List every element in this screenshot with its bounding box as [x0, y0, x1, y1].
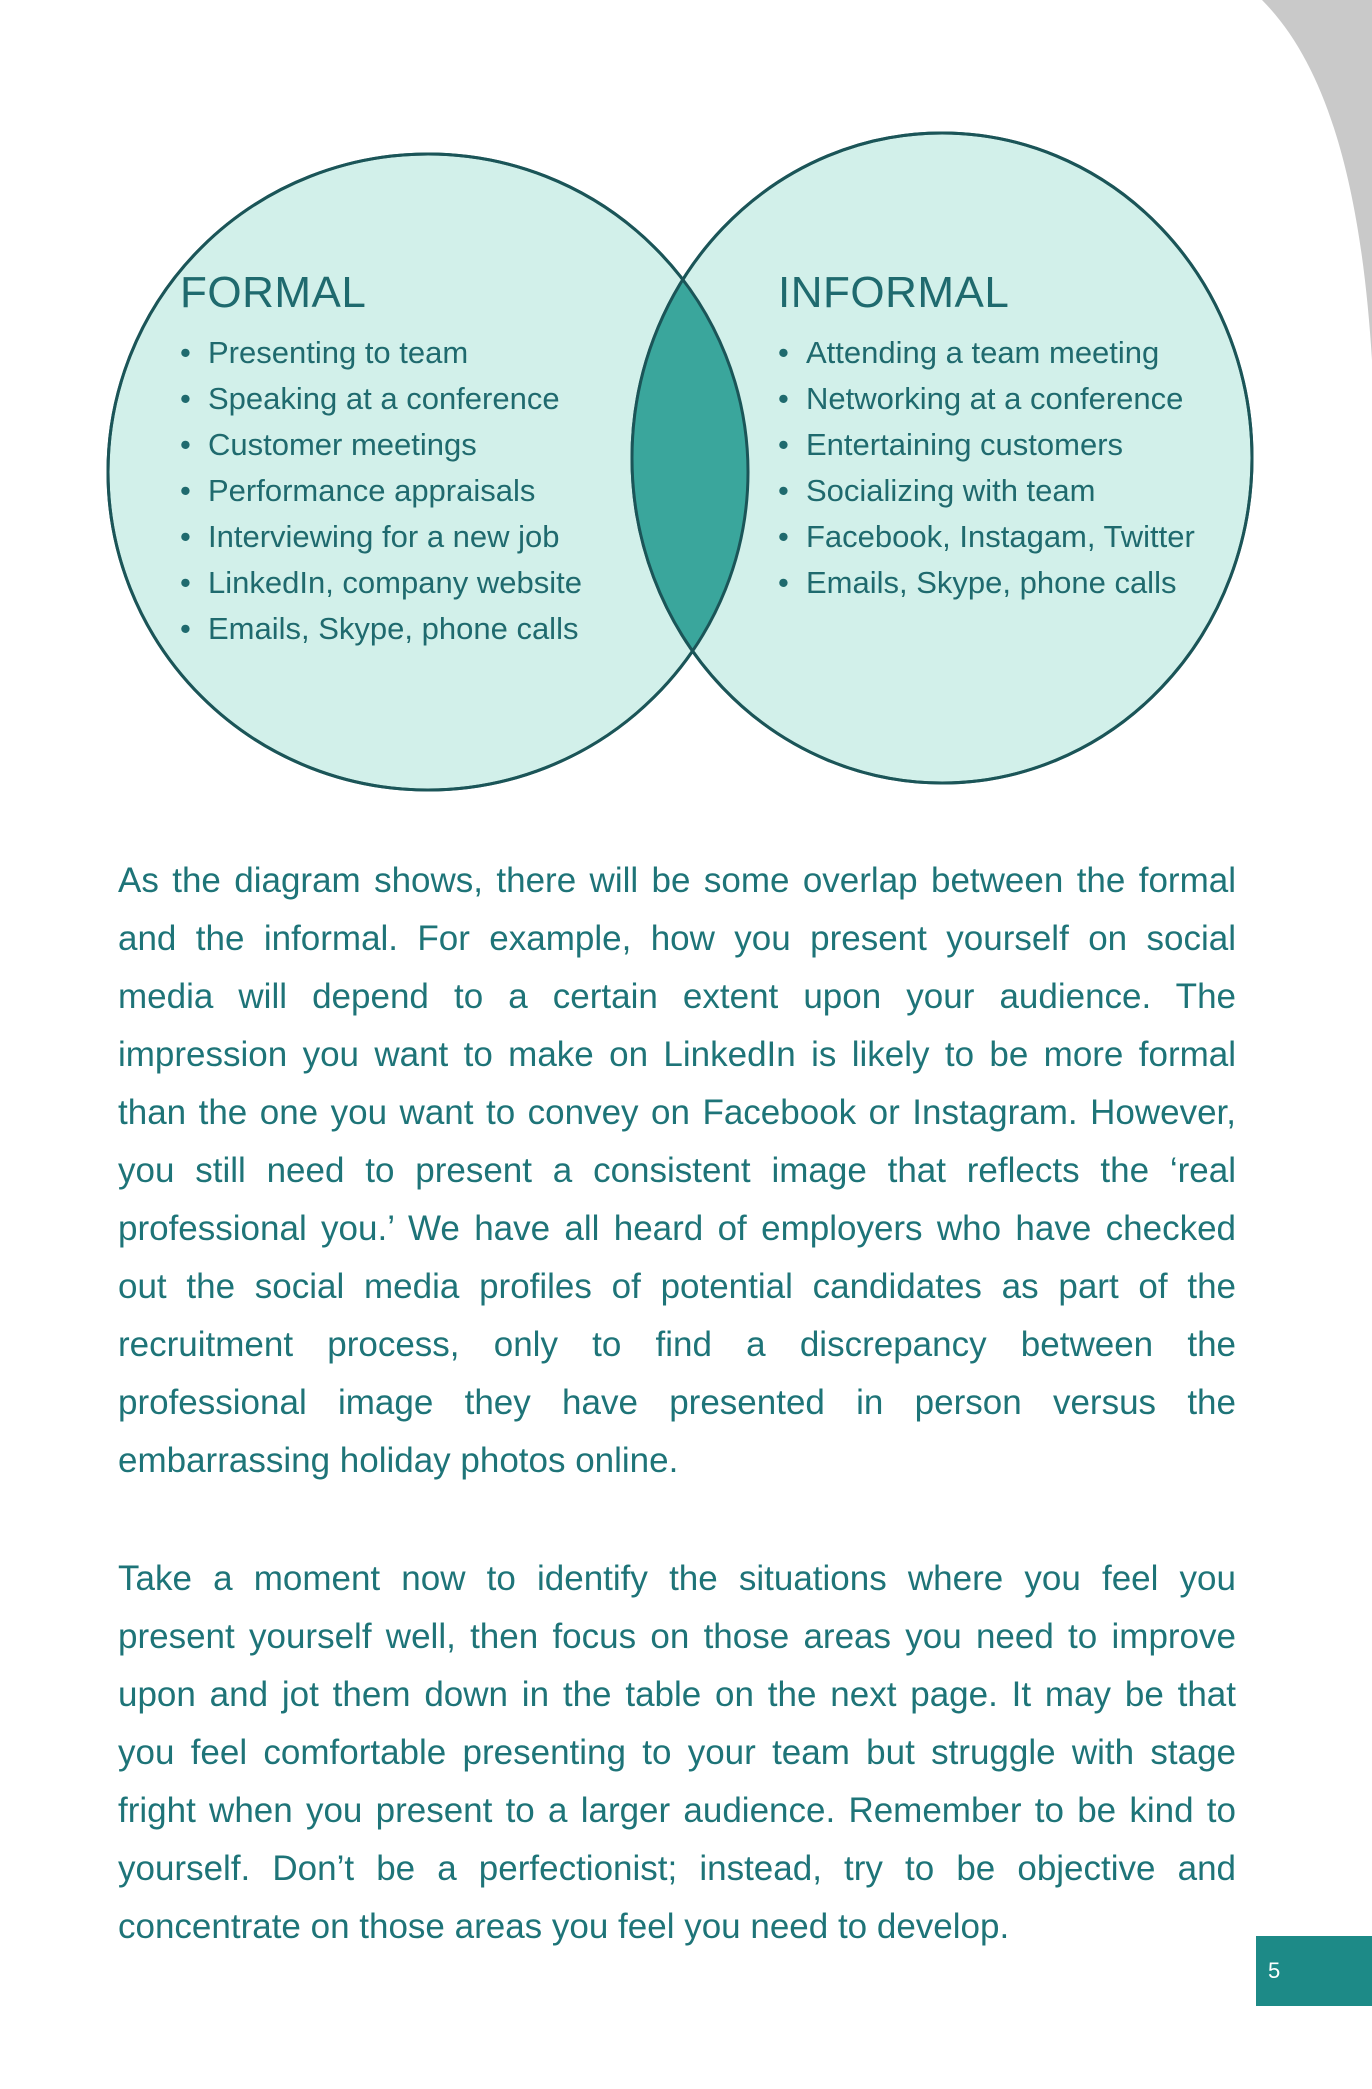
informal-list-item: • Socializing with team [778, 468, 1195, 514]
formal-list-item: • Emails, Skype, phone calls [180, 606, 582, 652]
formal-list-item: • Customer meetings [180, 422, 582, 468]
informal-list-item: • Entertaining customers [778, 422, 1195, 468]
informal-column [778, 268, 1195, 606]
formal-list-item: • Interviewing for a new job [180, 514, 582, 560]
informal-heading: INFORMAL [778, 268, 1010, 317]
formal-list-item: • Speaking at a conference [180, 376, 582, 422]
informal-list-item: • Facebook, Instagam, Twitter [778, 514, 1195, 560]
body-paragraph-1: As the diagram shows, there will be some overlap between the formal and the informal. For example, how you present yourself on social media will depend to a certain extent upon your audience. The impression you want to make on LinkedIn is likely to be more formal than the one you want to convey on Facebook or Instagram. However, you still need to present a consistent image that reflects the ‘real professional you.’ We have all heard of employers who have checked out the social media profiles of potential candidates as part of the recruitment process, only to find a discrepancy between the professional image they have presented in person versus the embarrassing holiday photos online. [118, 861, 1236, 1480]
informal-list-item: • Attending a team meeting [778, 330, 1195, 376]
informal-list-item: • Emails, Skype, phone calls [778, 560, 1195, 606]
formal-list-item: • Presenting to team [180, 330, 582, 376]
body-paragraph-2: Take a moment now to identify the situations where you feel you present yourself well, then focus on those areas you need to improve upon and jot them down in the table on the next page. It may be that you feel comfortable presenting to your team but struggle with stage fright when you present to a larger audience. Remember to be kind to yourself. Don’t be a perfectionist; instead, try to be objective and concentrate on those areas you feel you need to develop. [118, 1559, 1236, 1946]
page-number: 5 [1256, 1936, 1372, 2006]
formal-column [180, 268, 582, 652]
informal-list [778, 330, 1195, 606]
formal-list-item: • LinkedIn, company website [180, 560, 582, 606]
formal-list [180, 330, 582, 652]
formal-heading: FORMAL [180, 268, 367, 317]
informal-list-item: • Networking at a conference [778, 376, 1195, 422]
formal-list-item: • Performance appraisals [180, 468, 582, 514]
